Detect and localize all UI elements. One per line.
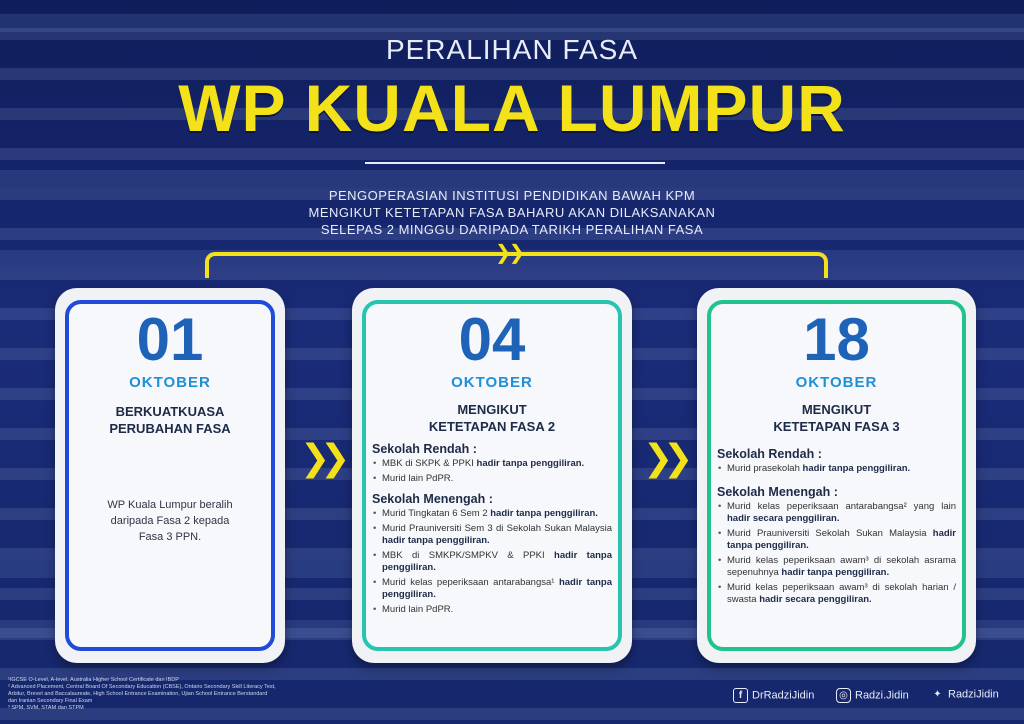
twitter-icon: ✦ xyxy=(933,689,942,700)
facebook-icon: f xyxy=(733,688,748,703)
section-title-sekolah-rendah: Sekolah Rendah : xyxy=(372,442,477,456)
list-item xyxy=(717,501,956,525)
card-frame xyxy=(707,300,966,651)
footnote: ² Advanced Placement, Central Board Of Secondary Education (CBSE), Ontario Secondary Skill Literacy Test, xyxy=(8,684,276,690)
footnote: ³ SPM, SVM, STAM dan STPM xyxy=(8,705,84,711)
card-heading-line: MENGIKUT xyxy=(801,402,872,417)
list-item xyxy=(717,555,956,579)
rendah-list xyxy=(366,458,618,485)
item-text: MBK di SKPK & PPKI xyxy=(382,458,477,469)
item-text: Murid lain PdPR. xyxy=(382,473,454,484)
rendah-list xyxy=(711,463,962,475)
card-day: 18 xyxy=(803,306,870,373)
item-text: Murid kelas peperiksaan awam³ di sekolah harian / swasta xyxy=(727,582,956,605)
notice-line: MENGIKUT KETETAPAN FASA BAHARU AKAN DILAKSANAKAN xyxy=(308,205,716,220)
item-text: Murid kelas peperiksaan antarabangsa¹ xyxy=(382,577,559,588)
section-title-sekolah-rendah: Sekolah Rendah : xyxy=(717,447,822,461)
item-text: Murid kelas peperiksaan awam³ di sekolah asrama sepenuhnya xyxy=(727,555,956,578)
item-emphasis: hadir tanpa penggiliran. xyxy=(476,458,585,469)
card-day: 01 xyxy=(136,306,204,373)
list-item xyxy=(372,577,612,601)
double-chevron-right-icon: ❯❯ xyxy=(495,240,523,264)
item-text: Murid prasekolah xyxy=(727,463,803,474)
instagram-handle: Radzi.Jidin xyxy=(855,689,909,702)
card-heading xyxy=(366,401,618,435)
item-text: Murid Prauniversiti Sem 3 di Sekolah Sukan Malaysia xyxy=(382,523,612,534)
notice-line: SELEPAS 2 MINGGU DARIPADA TARIKH PERALIHAN FASA xyxy=(320,222,704,237)
card-body-line: Fasa 3 PPN. xyxy=(138,531,202,543)
footnotes xyxy=(8,677,358,712)
list-item xyxy=(372,523,612,547)
list-item xyxy=(372,508,612,520)
card-heading-line: MENGIKUT xyxy=(457,402,527,417)
notice-line: PENGOPERASIAN INSTITUSI PENDIDIKAN BAWAH KPM xyxy=(328,188,696,203)
double-chevron-right-icon: ❯❯ xyxy=(643,438,684,479)
card-body-line: daripada Fasa 2 kepada xyxy=(110,515,230,527)
card-heading-line: KETETAPAN FASA 3 xyxy=(773,419,900,434)
card-heading-line: BERKUATKUASA xyxy=(115,404,225,419)
social-instagram[interactable] xyxy=(836,688,909,703)
notice-text xyxy=(212,187,812,238)
title-divider xyxy=(365,162,665,164)
card-body xyxy=(91,497,249,545)
double-chevron-right-icon: ❯❯ xyxy=(300,438,341,479)
menengah-list xyxy=(711,501,962,606)
item-emphasis: hadir tanpa penggiliran. xyxy=(802,463,911,474)
card-month: OKTOBER xyxy=(795,374,878,391)
phase-card-18-oktober xyxy=(697,288,976,663)
instagram-icon: ◎ xyxy=(836,688,851,703)
phase-card-04-oktober xyxy=(352,288,632,663)
menengah-list xyxy=(366,508,618,616)
item-emphasis: hadir tanpa penggiliran. xyxy=(382,550,612,573)
item-emphasis: hadir tanpa penggiliran. xyxy=(382,535,490,546)
item-emphasis: hadir tanpa penggiliran. xyxy=(781,567,890,578)
item-emphasis: hadir tanpa penggiliran. xyxy=(727,528,956,551)
item-text: Murid lain PdPR. xyxy=(382,604,454,615)
facebook-handle: DrRadziJidin xyxy=(752,689,815,702)
list-item xyxy=(717,528,956,552)
item-emphasis: hadir tanpa penggiliran. xyxy=(490,508,598,519)
footnote: dan Iranian Secondary Final Exam xyxy=(8,698,93,704)
item-text: MBK di SMKPK/SMPKV & PPKI xyxy=(382,550,555,561)
card-month: OKTOBER xyxy=(129,374,211,391)
item-text: Murid kelas peperiksaan antarabangsa² yang lain xyxy=(727,501,956,512)
card-month: OKTOBER xyxy=(451,374,533,391)
section-title-sekolah-menengah: Sekolah Menengah : xyxy=(717,485,838,499)
list-item xyxy=(372,473,612,485)
card-frame xyxy=(362,300,622,651)
list-item xyxy=(372,458,612,470)
card-heading-line: KETETAPAN FASA 2 xyxy=(428,419,556,434)
footnote: ¹IGCSE O-Level, A-level, Australia Higher School Certificate dan IBDP xyxy=(8,677,179,683)
card-heading xyxy=(69,403,271,437)
list-item xyxy=(372,604,612,616)
card-frame xyxy=(65,300,275,651)
list-item xyxy=(372,550,612,574)
item-text: Murid Prauniversiti Sekolah Sukan Malaysia xyxy=(727,528,933,539)
card-day: 04 xyxy=(458,306,526,373)
footnote: Arbitur, Brevet and Baccalaureate, High School Entrance Examination, Ujian School Entrance Berstandard xyxy=(8,691,268,697)
list-item xyxy=(717,582,956,606)
card-body-line: WP Kuala Lumpur beralih xyxy=(107,499,233,511)
item-emphasis: hadir secara penggiliran. xyxy=(759,594,872,605)
list-item xyxy=(717,463,956,475)
page-title: WP KUALA LUMPUR xyxy=(178,71,846,145)
twitter-handle: RadziJidin xyxy=(948,688,999,701)
item-text: Murid Tingkatan 6 Sem 2 xyxy=(382,508,491,519)
card-heading xyxy=(711,401,962,435)
item-emphasis: hadir secara penggiliran. xyxy=(727,513,840,524)
phase-card-01-oktober xyxy=(55,288,285,663)
social-twitter[interactable] xyxy=(931,688,999,701)
section-title-sekolah-menengah: Sekolah Menengah : xyxy=(372,492,493,506)
card-heading-line: PERUBAHAN FASA xyxy=(109,421,231,436)
page-subtitle: PERALIHAN FASA xyxy=(385,34,639,65)
item-emphasis: hadir tanpa penggiliran. xyxy=(382,577,613,600)
social-facebook[interactable] xyxy=(733,688,814,703)
